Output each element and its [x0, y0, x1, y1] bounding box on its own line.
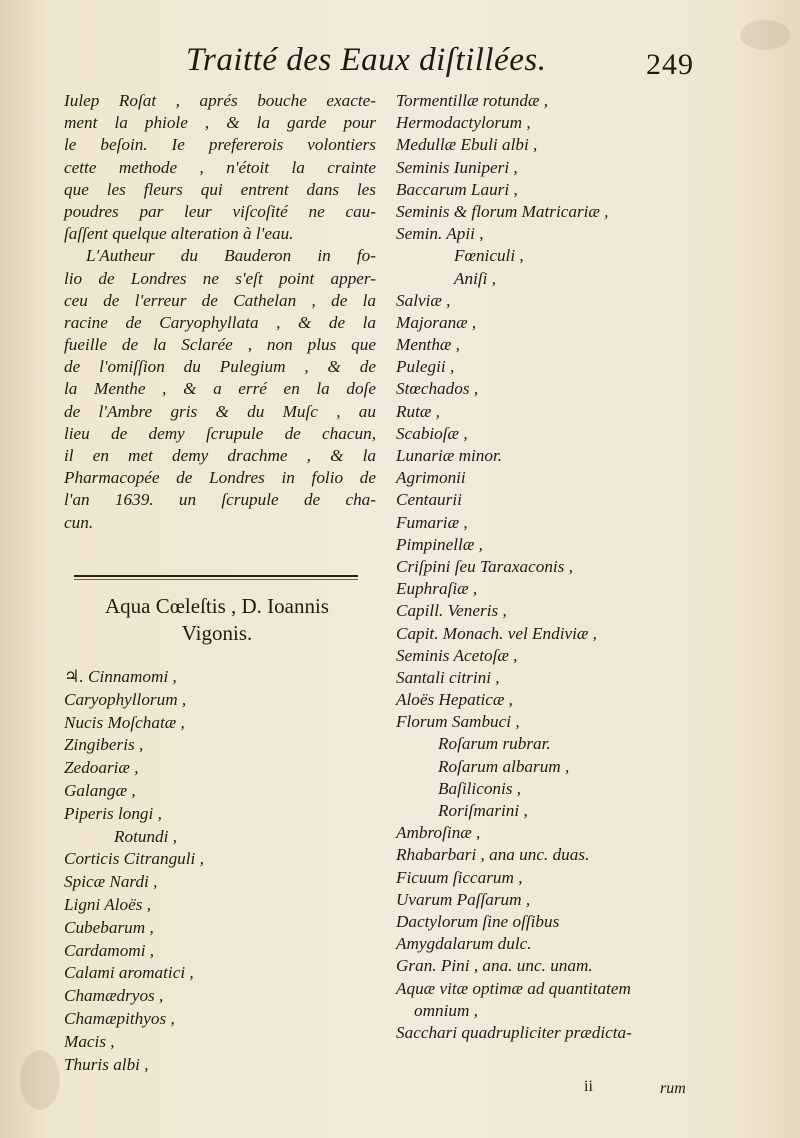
- left-column-paragraph: [64, 90, 376, 534]
- text-line: la Menthe , & a erré en la doſe: [64, 379, 376, 399]
- recipe-heading-line: Vigonis.: [181, 621, 253, 645]
- ingredient-line: Baccarum Lauri ,: [396, 179, 518, 199]
- ingredient-line: Euphraſiæ ,: [396, 579, 478, 599]
- ingredient-line: Capit. Monach. vel Endiviæ ,: [396, 623, 597, 643]
- ingredient-line: Agrimonii: [396, 468, 466, 488]
- ingredient-line: Ficuum ſiccarum ,: [396, 867, 523, 887]
- ingredient-line: Rhabarbari , ana unc. duas.: [396, 845, 590, 865]
- text-line: poudres par leur viſcoſité ne cau-: [64, 201, 376, 221]
- running-title: Traitté des Eaux diſtillées.: [186, 42, 547, 78]
- text-line: que les fleurs qui entrent dans les: [64, 179, 376, 199]
- text-line: de l'omiſſion du Pulegium , & de: [64, 357, 376, 377]
- ingredient-line: omnium ,: [414, 1000, 478, 1020]
- ingredient-line: Zedoariæ ,: [64, 758, 139, 778]
- ingredient-line: Pimpinellæ ,: [396, 534, 483, 554]
- text-line: cun.: [64, 512, 94, 532]
- ingredient-line: Chamædryos ,: [64, 986, 164, 1006]
- text-line: de l'Ambre gris & du Muſc , au: [64, 401, 376, 421]
- ingredient-line: Sacchari quadrupliciter prædicta-: [396, 1022, 632, 1042]
- ingredient-line: Seminis Iuniperi ,: [396, 157, 518, 177]
- ingredient-line: Menthæ ,: [396, 335, 460, 355]
- text-line: lio de Londres ne s'eſt point apper-: [64, 268, 376, 288]
- ingredient-line: Seminis & florum Matricariæ ,: [396, 201, 609, 221]
- recipe-heading-line: Aqua Cœleſtis , D. Ioannis: [105, 594, 329, 618]
- ingredient-line: Aloës Hepaticæ ,: [396, 690, 513, 710]
- text-line: lieu de demy ſcrupule de chacun,: [64, 423, 376, 443]
- catchword: rum: [660, 1080, 686, 1097]
- ingredient-line: Roſarum rubrar.: [438, 734, 551, 754]
- text-line: Pharmacopée de Londres in folio de: [64, 468, 376, 488]
- recipe-heading: [62, 593, 372, 647]
- ingredient-line: Semin. Apii ,: [396, 224, 484, 244]
- ingredient-line: Caryophyllorum ,: [64, 689, 187, 709]
- ingredient-line: Scabioſæ ,: [396, 423, 468, 443]
- ingredient-line: Criſpini ſeu Taraxaconis ,: [396, 556, 573, 576]
- text-line: ment la phiole , & la garde pour: [64, 113, 376, 133]
- text-line: cette methode , n'étoit la crainte: [64, 157, 376, 177]
- ingredient-line: Amygdalarum dulc.: [396, 934, 532, 954]
- ingredient-line: Corticis Citranguli ,: [64, 849, 204, 869]
- ingredient-line: Aquæ vitæ optimæ ad quantitatem: [396, 978, 631, 998]
- ingredient-line: Cardamomi ,: [64, 940, 155, 960]
- text-line: L'Autheur du Bauderon in fo-: [86, 246, 376, 266]
- ingredient-line: Thuris albi ,: [64, 1054, 149, 1074]
- ingredient-line: Roſarum albarum ,: [438, 756, 570, 776]
- ingredient-line: Zingiberis ,: [64, 735, 144, 755]
- text-line: il en met demy drachme , & la: [64, 446, 376, 465]
- ingredient-line: Rutæ ,: [396, 401, 440, 421]
- signature-mark: ii: [584, 1078, 593, 1095]
- ingredient-line: Roriſmarini ,: [438, 801, 528, 820]
- ingredient-line: Ligni Aloës ,: [64, 894, 152, 914]
- ingredient-line: Calami aromatici ,: [64, 963, 194, 983]
- text-line: racine de Caryophyllata , & de la: [64, 312, 376, 332]
- text-line: fueille de la Sclarée , non plus que: [64, 335, 376, 355]
- ingredient-line: Pulegii ,: [396, 357, 455, 377]
- text-line: ſaſſent quelque alteration à l'eau.: [64, 224, 294, 244]
- ingredient-line: Baſiliconis ,: [438, 778, 522, 798]
- ingredient-line: Uvarum Paſſarum ,: [396, 889, 531, 909]
- section-divider-rule: [74, 575, 358, 577]
- ingredient-line: Aniſi ,: [454, 268, 497, 288]
- ingredient-line: Spicæ Nardi ,: [64, 872, 158, 892]
- ingredient-line: Gran. Pini , ana. unc. unam.: [396, 956, 593, 976]
- ingredient-line: Medullæ Ebuli albi ,: [396, 135, 538, 155]
- ingredient-line: Ambroſinæ ,: [396, 823, 481, 843]
- ingredient-line: Florum Sambuci ,: [396, 712, 520, 732]
- right-column-ingredients: [396, 90, 712, 1044]
- ingredient-line: ♃. Cinnamomi ,: [64, 667, 177, 686]
- ingredient-line: Nucis Moſchatæ ,: [64, 712, 185, 732]
- ingredient-line: Macis ,: [64, 1031, 115, 1051]
- ingredient-line: Fumariæ ,: [396, 512, 468, 532]
- ingredient-line: Galangæ ,: [64, 780, 136, 800]
- paper-stain: [20, 1050, 60, 1110]
- ingredient-line: Lunariæ minor.: [396, 446, 503, 465]
- ingredient-line: Cubebarum ,: [64, 917, 154, 937]
- ingredient-line: Rotundi ,: [114, 826, 178, 846]
- ingredient-line: Tormentillæ rotundæ ,: [396, 91, 549, 110]
- ingredient-line: Piperis longi ,: [64, 803, 162, 823]
- ingredient-line: Centaurii: [396, 490, 462, 510]
- text-line: Iulep Roſat , aprés bouche exacte-: [64, 91, 376, 110]
- ingredient-line: Chamæpithyos ,: [64, 1008, 175, 1028]
- paper-stain: [740, 20, 790, 50]
- left-column-ingredients: [64, 666, 364, 1076]
- ingredient-line: Santali citrini ,: [396, 667, 500, 687]
- ingredient-line: Capill. Veneris ,: [396, 601, 507, 621]
- text-line: le beſoin. Ie prefererois volontiers: [64, 135, 376, 155]
- ingredient-line: Majoranæ ,: [396, 312, 477, 332]
- ingredient-line: Fœniculi ,: [454, 246, 524, 266]
- ingredient-line: Hermodactylorum ,: [396, 113, 531, 133]
- ingredient-line: Seminis Acetoſæ ,: [396, 645, 518, 665]
- text-line: l'an 1639. un ſcrupule de cha-: [64, 490, 376, 510]
- page-number: 249: [646, 48, 694, 81]
- ingredient-line: Stœchados ,: [396, 379, 479, 399]
- text-line: ceu de l'erreur de Cathelan , de la: [64, 290, 376, 310]
- ingredient-line: Dactylorum ſine oſſibus: [396, 911, 560, 931]
- ingredient-line: Salviæ ,: [396, 290, 451, 310]
